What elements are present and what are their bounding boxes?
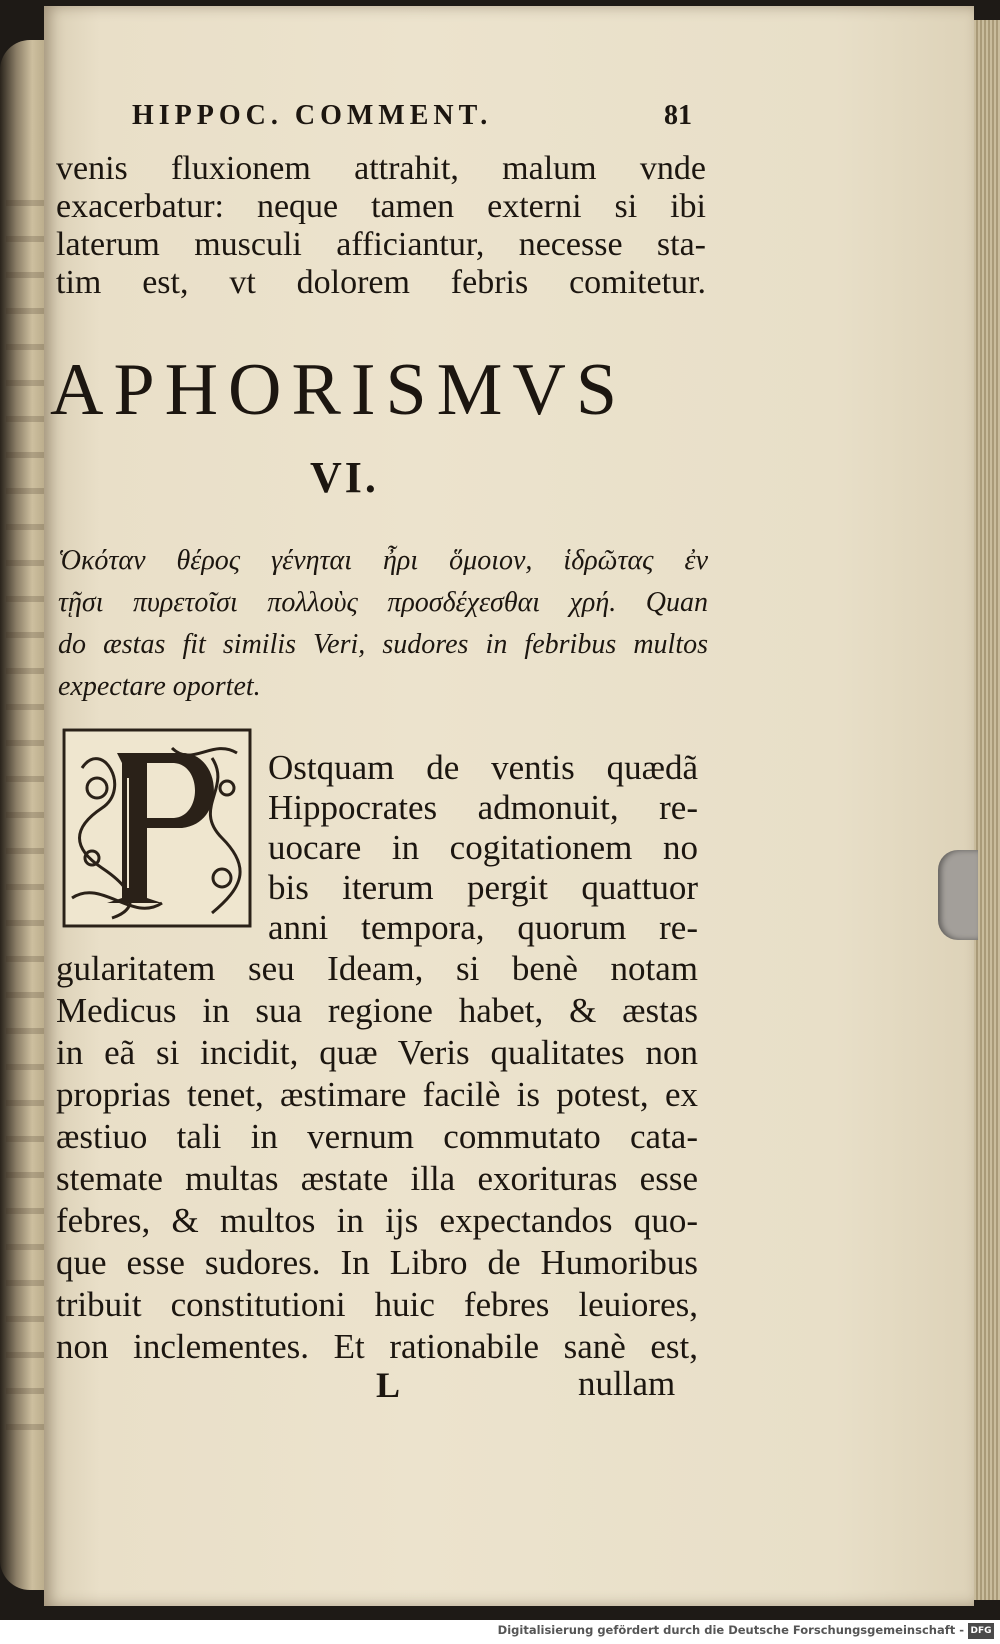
decorated-initial (62, 728, 252, 928)
body-text-beside-initial (268, 748, 698, 948)
running-header (132, 100, 692, 140)
text-line: gularitatem seu Ideam, si benè notam (56, 949, 698, 988)
lemma-line: expectare oportet. (58, 671, 261, 702)
digitization-footer (0, 1620, 1000, 1644)
text-line: exacerbatur: neque tamen externi si ibi (56, 188, 706, 225)
facing-page-text-bleed (6, 200, 44, 1450)
continuation-paragraph (56, 150, 706, 302)
text-line: anni tempora, quorum re- (268, 908, 698, 947)
aphorism-lemma (58, 540, 708, 708)
text-line: que esse sudores. In Libro de Humoribus (56, 1243, 698, 1282)
text-line: tim est, vt dolorem febris comitetur. (56, 264, 706, 301)
footer-credit: Digitalisierung gefördert durch die Deutsche Forschungsgemeinschaft - (497, 1623, 964, 1637)
text-line: Ostquam de ventis quædã (268, 748, 698, 787)
page-number: 81 (664, 100, 692, 131)
page-block-edge (974, 20, 1000, 1600)
text-line: venis fluxionem attrahit, malum vnde (56, 150, 706, 187)
decorated-initial-p-icon (62, 728, 252, 928)
text-line: febres, & multos in ijs expectandos quo- (56, 1201, 698, 1240)
text-line: Medicus in sua regione habet, & æstas (56, 991, 698, 1030)
catchword: nullam (578, 1364, 676, 1403)
aphorism-number: VI. (310, 453, 379, 502)
lemma-line: τῇσι πυρετοῖσι πολλοὺς προσδέχεσθαι χρή. Quan (58, 587, 708, 618)
text-line: stemate multas æstate illa exorituras esse (56, 1159, 698, 1198)
page-clip (938, 850, 978, 940)
signature-mark: L (376, 1365, 401, 1405)
dfg-logo: DFG (968, 1623, 994, 1639)
text-line: æstiuo tali in vernum commutato cata- (56, 1117, 698, 1156)
text-line: proprias tenet, æstimare facilè is potest, ex (56, 1075, 698, 1114)
text-line: bis iterum pergit quattuor (268, 868, 698, 907)
text-line: laterum musculi afficiantur, necesse sta- (56, 226, 706, 263)
text-line: uocare in cogitationem no (268, 828, 698, 867)
body-text (56, 948, 698, 1368)
text-line: non inclementes. Et rationabile sanè est, (56, 1327, 698, 1366)
aphorism-heading: APHORISMVS (50, 349, 628, 431)
lemma-line: do æstas fit similis Veri, sudores in febribus multos (58, 629, 708, 660)
text-line: Hippocrates admonuit, re- (268, 788, 698, 827)
text-line: in eã si incidit, quæ Veris qualitates non (56, 1033, 698, 1072)
lemma-line: Ὁκόταν θέρος γένηται ἦρι ὅμοιον, ἱδρῶτας ἐν (58, 545, 708, 576)
facing-page-edge (0, 40, 46, 1590)
text-line: tribuit constitutioni huic febres leuiores, (56, 1285, 698, 1324)
running-title: HIPPOC. COMMENT. (132, 100, 493, 131)
